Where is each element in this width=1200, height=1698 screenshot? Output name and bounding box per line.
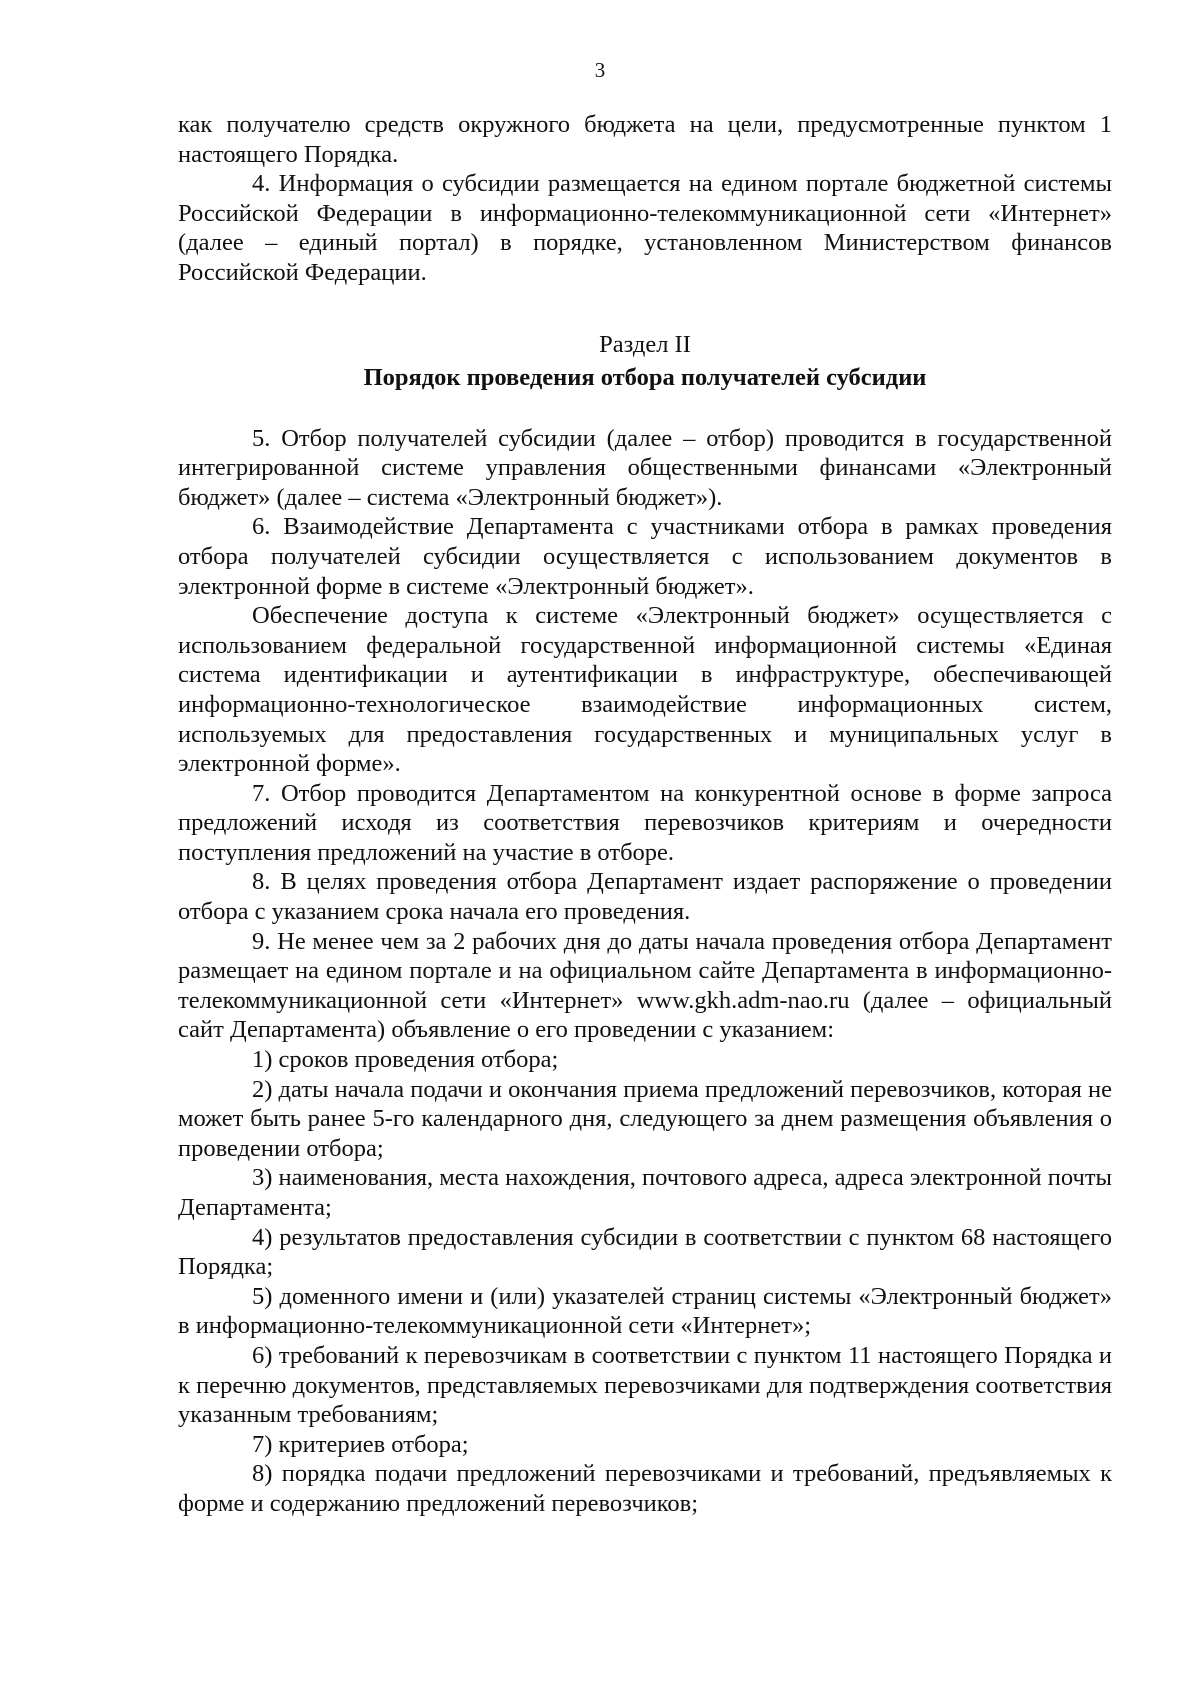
list-item: 3) наименования, места нахождения, почтового адреса, адреса электронной почты Департамента; (178, 1164, 1113, 1221)
paragraph: 6. Взаимодействие Департамента с участниками отбора в рамках проведения отбора получателей субсидии осуществляется с использованием документов в электронной форме в системе «Электронный бюджет». (178, 513, 1112, 600)
list-item: 7) критериев отбора; (252, 1430, 469, 1458)
list-item: 5) доменного имени и (или) указателей страниц системы «Электронный бюджет» в информационно-телекоммуникационной сети «Интернет»; (178, 1282, 1112, 1340)
list-item: 4) результатов предоставления субсидии в соответствии с пунктом 68 настоящего Порядка; (178, 1223, 1112, 1281)
list-item: 1) сроков проведения отбора; (252, 1046, 559, 1074)
paragraph: как получателю средств окружного бюджета на цели, предусмотренные пунктом 1 настоящего Порядка. (178, 111, 1112, 168)
section-heading (178, 328, 1112, 394)
list-item: 8) порядка подачи предложений перевозчиками и требований, предъявляемых к форме и содержанию предложений перевозчиков; (178, 1460, 1112, 1517)
paragraph: 7. Отбор проводится Департаментом на конкурентной основе в форме запроса предложений исходя из соответствия перевозчиков критериям и очередности поступления предложений на участие в отборе. (178, 779, 1112, 866)
document-body (178, 110, 1112, 1519)
list-item: 6) требований к перевозчикам в соответствии с пунктом 11 настоящего Порядка и к перечню документов, представляемых перевозчиками для подтверждения соответствия указанным требованиям; (178, 1341, 1112, 1429)
section-title: Порядок проведения отбора получателей субсидии (363, 363, 927, 391)
paragraph: 4. Информация о субсидии размещается на едином портале бюджетной системы Российской Федерации в информационно-телекоммуникационной сети «Интернет» (далее – единый портал) в порядке, установленном Министерством финансов Российской Федерации. (178, 170, 1112, 286)
paragraph: Обеспечение доступа к системе «Электронный бюджет» осуществляется с использованием федеральной государственной информационной системы «Единая система идентификации и аутентификации в инфраструктуре, обеспечивающей информационно-технологическое взаимодействие информационных систем, используемых для предоставления государственных и муниципальных услуг в электронной форме». (178, 602, 1112, 778)
list-item: 2) даты начала подачи и окончания приема предложений перевозчиков, которая не может быть ранее 5-го календарного дня, следующего за днем размещения объявления о проведении отбора; (178, 1075, 1112, 1162)
paragraph: 9. Не менее чем за 2 рабочих дня до даты начала проведения отбора Департамент размещает на едином портале и на официальном сайте Департамента в информационно-телекоммуникационной сети «Интернет» www.gkh.adm-nao.ru (далее – официальный сайт Департамента) объявление о его проведении с указанием: (178, 927, 1112, 1044)
paragraph: 8. В целях проведения отбора Департамент издает распоряжение о проведении отбора с указанием срока начала его проведения. (178, 868, 1112, 926)
section-number: Раздел II (599, 330, 691, 358)
page-number: 3 (594, 58, 606, 82)
paragraph: 5. Отбор получателей субсидии (далее – отбор) проводится в государственной интегрированной системе управления общественными финансами «Электронный бюджет» (далее – система «Электронный бюджет»). (178, 424, 1112, 511)
